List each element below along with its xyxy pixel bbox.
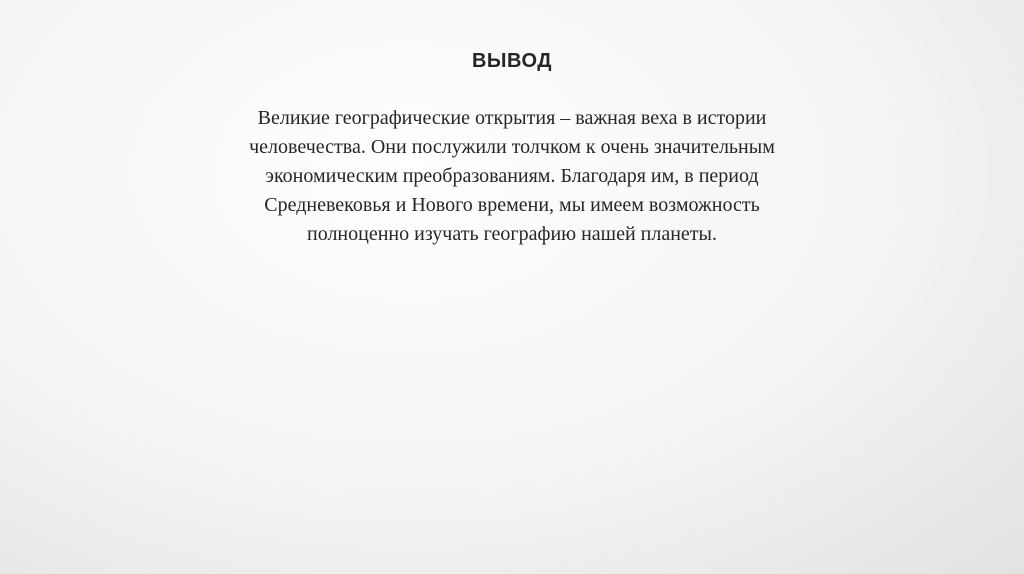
body-line: полноценно изучать географию нашей планеты. [307, 223, 717, 245]
body-line: экономическим преобразованиям. Благодаря им, в период [265, 165, 759, 187]
slide-title: ВЫВОД [471, 50, 552, 72]
body-line: Великие географические открытия – важная веха в истории [257, 107, 767, 129]
slide-body-text [0, 104, 1024, 249]
body-line: Средневековья и Нового времени, мы имеем возможность [264, 194, 760, 216]
body-line: человечества. Они послужили толчком к очень значительным [249, 136, 775, 158]
